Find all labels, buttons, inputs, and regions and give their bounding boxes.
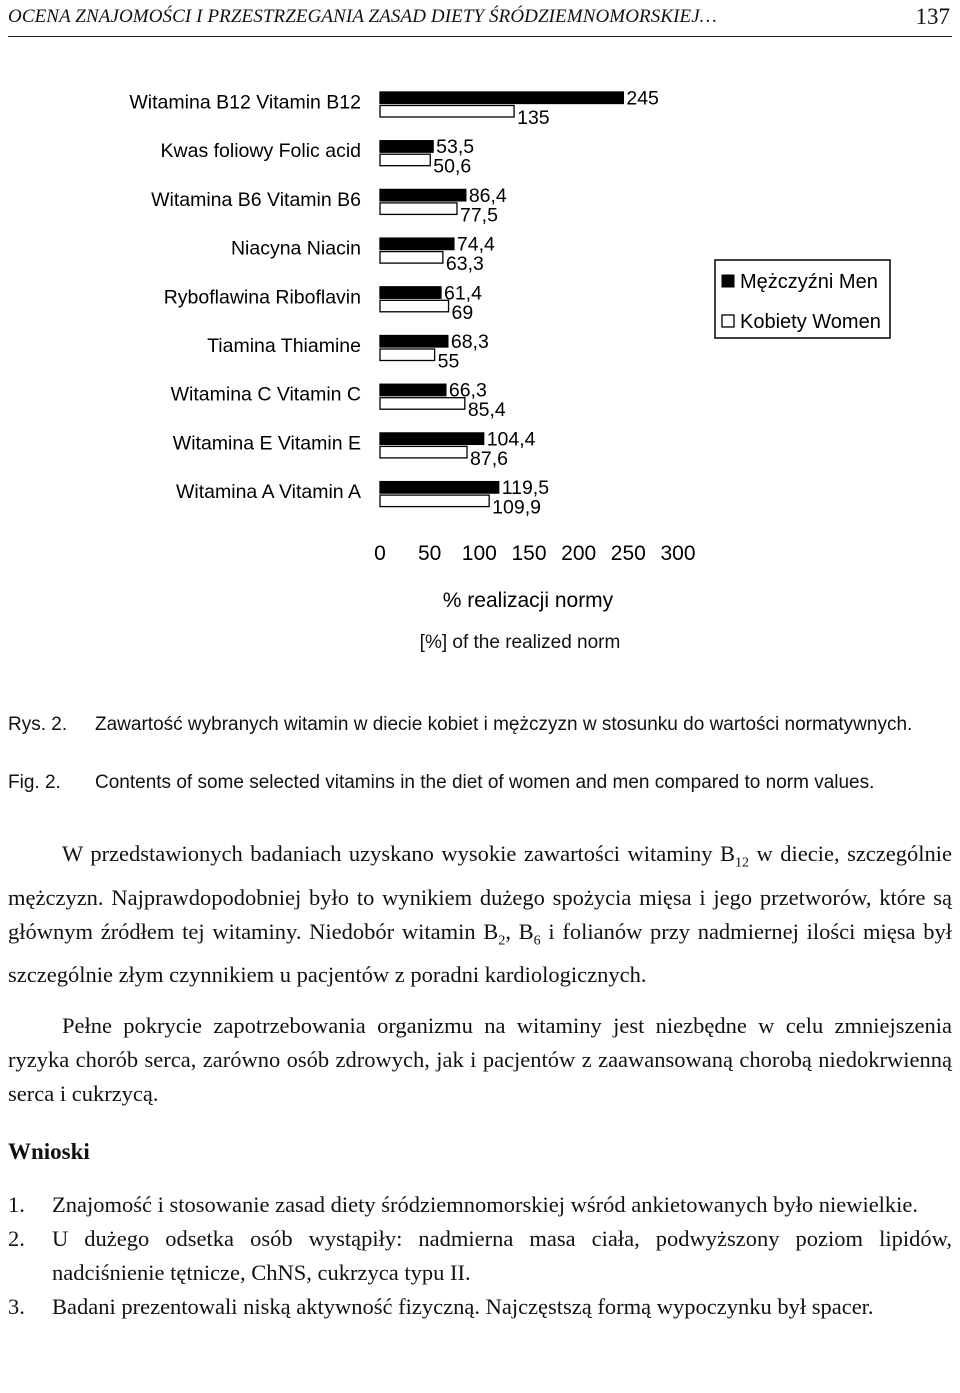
conclusion-text: Badani prezentowali niską aktywność fizyczną. Najczęstszą formą wypoczynku był spacer. (52, 1294, 874, 1319)
data-label-women: 87,6 (470, 447, 508, 470)
caption-en-label: Fig. 2. (8, 772, 61, 793)
caption-pl-label: Rys. 2. (8, 714, 68, 735)
legend-swatch-men (722, 275, 734, 287)
x-axis-label: % realizacji normy (442, 589, 614, 612)
category-label: Witamina B6 Vitamin B6 (151, 188, 361, 211)
data-label-women: 85,4 (467, 399, 506, 422)
category-label: Witamina C Vitamin C (170, 383, 361, 406)
data-label-women: 69 (451, 301, 474, 324)
p1-text-d: i folianów przy nadmiernej ilości mięsa był szczególnie złym czynnikiem u pacjentów z poradni kardiologicznych. (8, 918, 952, 987)
data-label-women: 135 (517, 107, 550, 129)
p1-text-c: , B (505, 918, 534, 944)
category-label: Kwas foliowy Folic acid (160, 140, 361, 163)
p1-sub-2: 2 (498, 933, 506, 948)
bar-men (380, 92, 623, 104)
bar-men (380, 287, 441, 299)
p1-sub-6: 6 (533, 933, 541, 948)
data-label-men: 245 (626, 87, 659, 110)
bar-women (380, 495, 489, 507)
bar-women (380, 154, 430, 166)
bar-women (380, 252, 443, 264)
bar-men (380, 384, 446, 396)
bar-men (380, 433, 484, 445)
category-label: Witamina E Vitamin E (172, 432, 361, 455)
conclusions-list (8, 1188, 952, 1324)
p1-text-b: w diecie, szczególnie mężczyzn. Najprawdopodobniej było to wynikiem dużego spożycia mięsa i jego przetworów, które są głównym źródłem tej witaminy. Niedobór witamin B (8, 841, 953, 944)
conclusion-item (8, 1290, 952, 1324)
category-label: Niacyna Niacin (230, 237, 361, 260)
x-tick-label: 0 (374, 542, 386, 565)
data-label-men: 74,4 (456, 233, 495, 256)
data-label-women: 63,3 (445, 253, 484, 276)
chart-legend (715, 260, 890, 338)
category-label: Ryboflawina Riboflavin (163, 286, 361, 309)
x-tick-label: 300 (660, 542, 696, 565)
category-label: Witamina A Vitamin A (176, 481, 361, 504)
bar-women (380, 349, 435, 361)
conclusion-number: 3. (8, 1294, 25, 1319)
vitamin-bar-chart (0, 70, 960, 630)
bar-women (380, 203, 457, 215)
bar-men (380, 336, 448, 348)
data-label-men: 53,5 (436, 136, 475, 159)
category-label: Tiamina Thiamine (207, 335, 361, 357)
bar-men (380, 238, 454, 250)
section-heading-conclusions: Wnioski (8, 1139, 90, 1164)
running-title: OCENA ZNAJOMOŚCI I PRZESTRZEGANIA ZASAD DIETY ŚRÓDZIEMNOMORSKIEJ… (8, 6, 717, 27)
running-header (8, 2, 952, 37)
body-paragraph-2 (8, 1009, 952, 1111)
data-label-women: 50,6 (433, 155, 472, 178)
caption-pl-text: Zawartość wybranych witamin w diecie kobiet i mężczyzn w stosunku do wartości normatywnych. (95, 714, 913, 735)
legend-label-men: Mężczyźni Men (740, 271, 878, 293)
x-tick-label: 50 (417, 542, 442, 565)
conclusion-text: U dużego odsetka osób wystąpiły: nadmierna masa ciała, podwyższony poziom lipidów, nadciśnienie tętnicze, ChNS, cukrzyca typu II. (52, 1226, 952, 1285)
bar-women (380, 446, 467, 458)
p2-text: Pełne pokrycie zapotrzebowania organizmu na witaminy jest niezbędne w celu zmniejszenia ryzyka chorób serca, zarówno osób zdrowych, jak i pacjentów z zaawansowaną chorobą niedokrwienną serca i cukrzycą. (8, 1013, 952, 1106)
data-label-women: 77,5 (459, 204, 498, 227)
bar-women (380, 106, 514, 118)
bar-men (380, 482, 499, 494)
conclusion-item (8, 1222, 952, 1290)
page-number: 137 (915, 4, 950, 29)
legend-swatch-women (722, 315, 734, 327)
data-label-men: 119,5 (501, 477, 550, 500)
data-label-men: 61,4 (443, 282, 482, 305)
caption-en-text: Contents of some selected vitamins in the diet of women and men compared to norm values. (95, 772, 875, 793)
x-tick-label: 100 (461, 542, 497, 565)
conclusion-number: 2. (8, 1226, 25, 1251)
bar-women (380, 300, 449, 312)
data-label-men: 86,4 (468, 184, 507, 207)
conclusion-number: 1. (8, 1192, 25, 1217)
conclusion-text: Znajomość i stosowanie zasad diety śródziemnomorskiej wśród ankietowanych było niewielkie. (52, 1192, 919, 1217)
x-tick-label: 200 (561, 542, 597, 565)
data-label-women: 55 (437, 350, 460, 373)
bar-men (380, 141, 433, 153)
figure-sublabel: [%] of the realized norm (419, 632, 621, 653)
p1-sub-12: 12 (735, 855, 750, 871)
category-label: Witamina B12 Vitamin B12 (129, 91, 361, 114)
x-tick-label: 250 (610, 542, 646, 565)
legend-label-women: Kobiety Women (740, 311, 881, 333)
conclusion-item (8, 1188, 952, 1222)
bar-men (380, 189, 466, 201)
x-tick-label: 150 (511, 542, 547, 565)
body-paragraph-1 (8, 837, 952, 992)
data-label-women: 109,9 (492, 496, 541, 519)
data-label-men: 104,4 (486, 428, 536, 451)
data-label-men: 68,3 (450, 331, 489, 353)
p1-text-a: W przedstawionych badaniach uzyskano wysokie zawartości witaminy B (62, 841, 736, 866)
data-label-men: 66,3 (448, 379, 487, 402)
